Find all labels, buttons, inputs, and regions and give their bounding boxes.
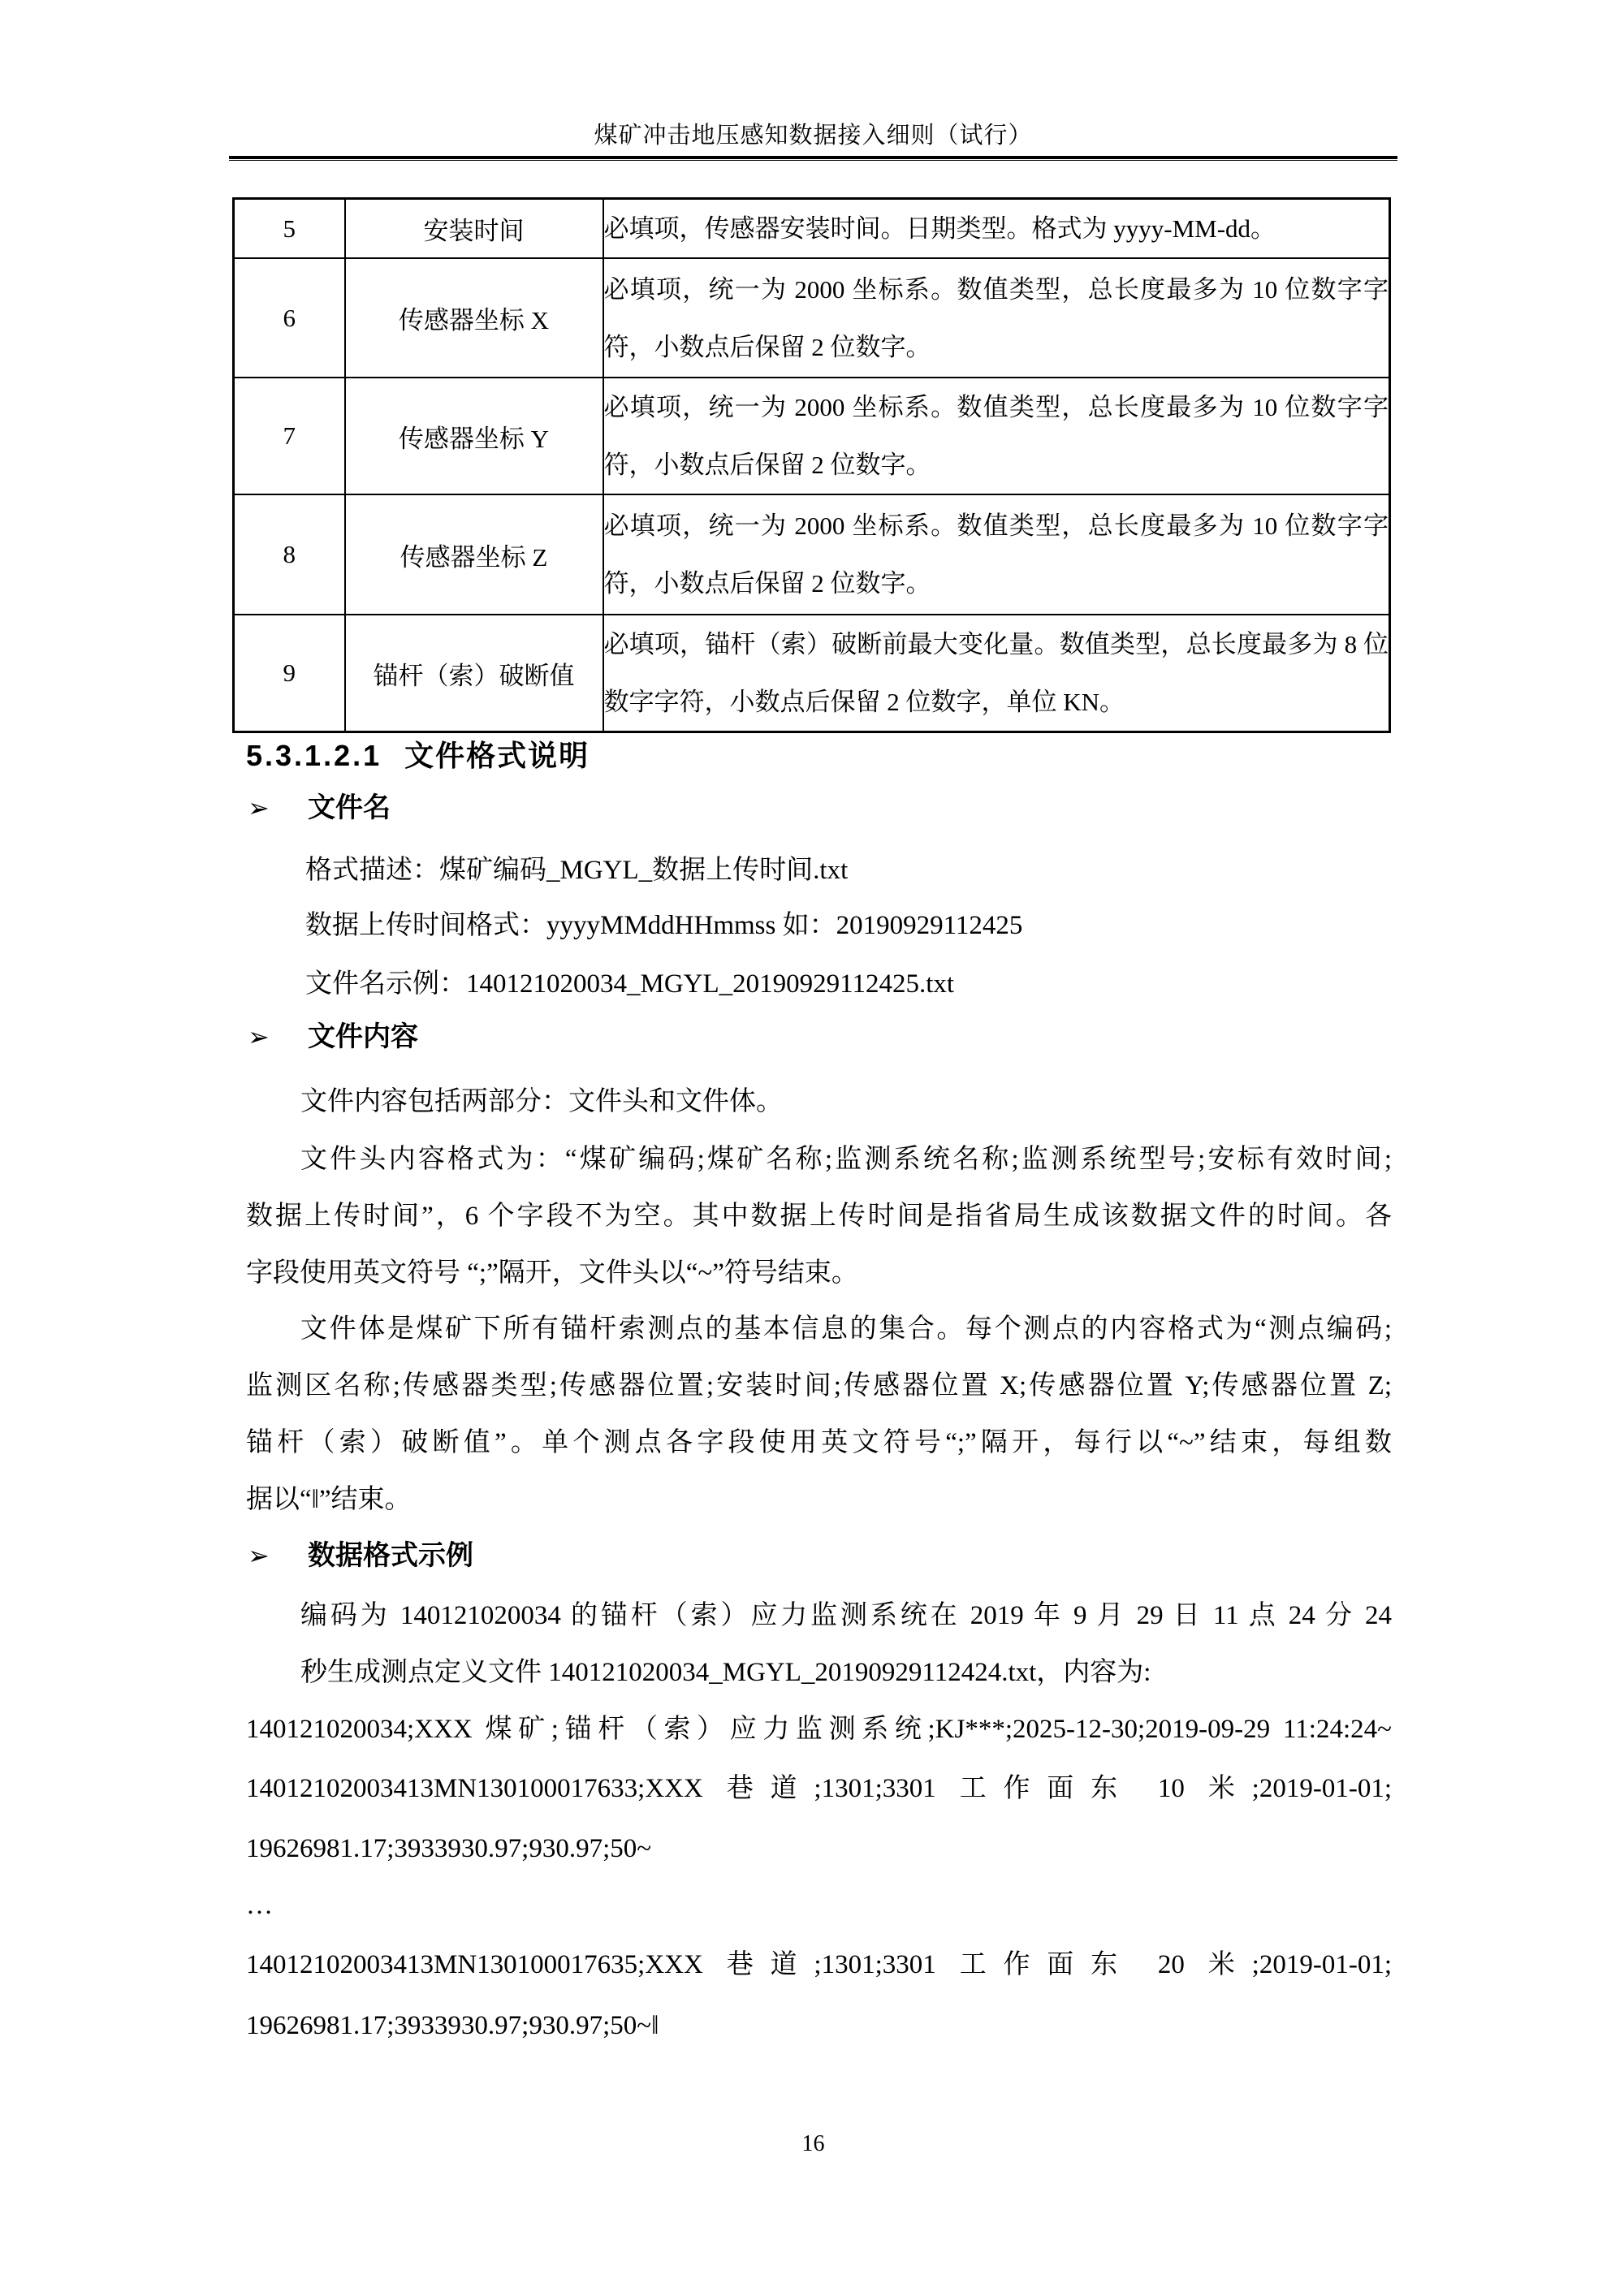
table-row	[234, 378, 1390, 494]
table-row	[234, 494, 1390, 615]
bullet-label: 文件名	[308, 792, 391, 823]
body-line: 据以“‖”结束。	[246, 1485, 412, 1514]
arrowhead-bullet-icon: ➢	[248, 1021, 270, 1052]
field-name-cell: 传感器坐标 Y	[345, 378, 603, 494]
table-row	[234, 615, 1390, 732]
bullet-item-file-content	[248, 1011, 1392, 1063]
body-line: 文件体是煤矿下所有锚杆索测点的基本信息的集合。每个测点的内容格式为“测点编码;	[300, 1314, 1392, 1344]
body-line: 锚杆（索）破断值”。单个测点各字段使用英文符号“;”隔开，每行以“~”结束，每组数	[246, 1428, 1392, 1457]
section-heading	[246, 733, 1392, 778]
body-line: 字段使用英文符号 “;”隔开，文件头以“~”符号结束。	[246, 1258, 858, 1288]
row-number-cell: 8	[234, 494, 345, 615]
body-line: 数据上传时间”，6 个字段不为空。其中数据上传时间是指省局生成该数据文件的时间。各	[246, 1202, 1392, 1231]
field-desc-cell: 必填项，锚杆（索）破断前最大变化量。数值类型，总长度最多为 8 位数字字符，小数点后保留 2 位数字，单位 KN。	[603, 615, 1390, 732]
bullet-label: 数据格式示例	[308, 1540, 473, 1571]
body-line-time-format: 数据上传时间格式：yyyyMMddHHmmss 如：20190929112425	[305, 911, 1023, 940]
ellipsis-line: …	[246, 1891, 273, 1920]
field-definition-table	[232, 197, 1391, 733]
page-header-title: 煤矿冲击地压感知数据接入细则（试行）	[594, 123, 1033, 149]
header-rule	[229, 156, 1397, 161]
row-number-cell: 6	[234, 258, 345, 378]
bullet-label: 文件内容	[308, 1021, 418, 1052]
data-line-record: 14012102003413MN130100017635;XXX 巷道;1301;3301 工作面东 20 米;2019-01-01;	[246, 1950, 1392, 1979]
field-name-cell: 传感器坐标 X	[345, 258, 603, 378]
body-line: 秒生成测点定义文件 140121020034_MGYL_20190929112424.txt，内容为:	[300, 1658, 1151, 1687]
table-row	[234, 199, 1390, 259]
field-desc-cell: 必填项，统一为 2000 坐标系。数值类型，总长度最多为 10 位数字字符，小数点后保留 2 位数字。	[603, 258, 1390, 378]
data-line-record: 14012102003413MN130100017633;XXX 巷道;1301;3301 工作面东 10 米;2019-01-01;	[246, 1774, 1392, 1803]
body-line-filename-example: 文件名示例：140121020034_MGYL_20190929112425.txt	[305, 969, 955, 999]
row-number-cell: 5	[234, 199, 345, 259]
row-number-cell: 7	[234, 378, 345, 494]
field-name-cell: 锚杆（索）破断值	[345, 615, 603, 732]
field-desc-cell: 必填项，传感器安装时间。日期类型。格式为 yyyy-MM-dd。	[603, 199, 1390, 259]
bullet-item-data-example	[248, 1530, 1392, 1582]
field-desc-cell: 必填项，统一为 2000 坐标系。数值类型，总长度最多为 10 位数字字符，小数点后保留 2 位数字。	[603, 494, 1390, 615]
body-line: 编码为 140121020034 的锚杆（索）应力监测系统在 2019 年 9 月 29 日 11 点 24 分 24	[300, 1601, 1392, 1630]
section-number: 5.3.1.2.1	[246, 739, 382, 772]
page-number: 16	[801, 2131, 825, 2156]
body-line-format-desc: 格式描述：煤矿编码_MGYL_数据上传时间.txt	[305, 856, 849, 885]
arrowhead-bullet-icon: ➢	[248, 792, 270, 823]
field-name-cell: 传感器坐标 Z	[345, 494, 603, 615]
body-line: 文件内容包括两部分：文件头和文件体。	[300, 1087, 783, 1116]
arrowhead-bullet-icon: ➢	[248, 1540, 270, 1571]
data-line-record: 19626981.17;3933930.97;930.97;50~‖	[246, 2011, 659, 2040]
data-line-file-header: 140121020034;XXX 煤矿;锚杆（索）应力监测系统;KJ***;2025-12-30;2019-09-29 11:24:24~	[246, 1715, 1392, 1744]
section-title: 文件格式说明	[404, 739, 590, 772]
body-line: 监测区名称;传感器类型;传感器位置;安装时间;传感器位置 X;传感器位置 Y;传感器位置 Z;	[246, 1371, 1392, 1400]
body-line: 文件头内容格式为：“煤矿编码;煤矿名称;监测系统名称;监测系统型号;安标有效时间;	[300, 1145, 1392, 1174]
table-row	[234, 258, 1390, 378]
row-number-cell: 9	[234, 615, 345, 732]
field-name-cell: 安装时间	[345, 199, 603, 259]
data-line-record: 19626981.17;3933930.97;930.97;50~	[246, 1834, 652, 1863]
bullet-item-file-name	[248, 782, 1392, 834]
field-desc-cell: 必填项，统一为 2000 坐标系。数值类型，总长度最多为 10 位数字字符，小数点后保留 2 位数字。	[603, 378, 1390, 494]
